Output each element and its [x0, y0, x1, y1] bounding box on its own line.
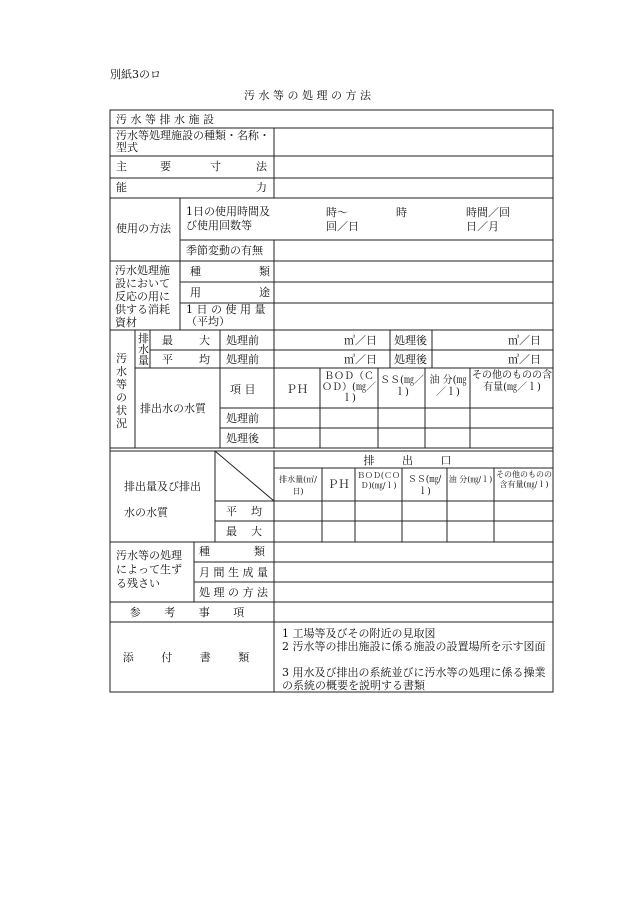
quality-label: 排出水の水質	[140, 402, 206, 415]
discharge-max-label: 最 大	[226, 525, 262, 538]
residue-method: 処 理 の 方 法	[199, 586, 268, 599]
form-number: 別紙3のロ	[110, 68, 161, 81]
residue-type: 種 類	[199, 545, 265, 558]
oil-header: 油 分(㎎／ｌ)	[429, 375, 467, 398]
quality-after-label: 処理後	[226, 432, 259, 445]
notes-label: 参 考 事 項	[129, 606, 255, 619]
avg-after-label: 処理後	[394, 353, 427, 366]
residue-label: 汚水等の処理によって生ずる残さい	[116, 549, 182, 590]
days-per-month: 日／月	[466, 220, 499, 233]
attachment-item-1: 1 工場等及びその附近の見取図	[282, 627, 436, 640]
avg-after-unit: ㎥／日	[508, 353, 541, 366]
discharge-oil-header: 油 分(㎎/ｌ)	[448, 475, 493, 484]
consumables-use: 用 途	[190, 286, 270, 299]
consumables-daily-amount: 1 日 の 使 用 量（平均）	[186, 303, 266, 328]
outlet-header: 排 出 口	[363, 454, 464, 467]
dimension-char-2: 要	[160, 160, 171, 173]
discharge-ss-header: ＳＳ(㎎/ｌ)	[407, 475, 442, 497]
discharge-label: 排出量及び排出水の水質	[124, 480, 201, 519]
avg-before-label: 処理前	[226, 353, 259, 366]
bod-header: ＢＯＤ（ＣＯＤ）(㎎／ｌ)	[322, 371, 376, 404]
drain-facility-label: 汚 水 等 排 水 施 設	[116, 113, 214, 126]
daily-usage-label: 1日の使用時間及び使用回数等	[186, 205, 270, 232]
ss-header: ＳＳ(㎎／ｌ)	[380, 375, 424, 398]
residue-monthly: 月 間 生 成 量	[199, 566, 268, 579]
other-header: その他のものの含有量(㎎／ｌ)	[472, 370, 552, 393]
dimension-char-4: 法	[256, 160, 267, 173]
dimension-char-3: 寸	[210, 160, 221, 173]
discharge-bod-header: ＢＯＤ(ＣＯＤ)(㎎/ｌ)	[356, 471, 401, 490]
discharge-other-header: その他のものの含有量(㎎/ｌ)	[496, 470, 552, 489]
item-label: 項 目	[230, 383, 256, 396]
quality-before-label: 処理前	[226, 412, 259, 425]
consumables-type: 種 類	[190, 265, 270, 278]
wastewater-status-label: 汚水等の状況	[116, 352, 127, 430]
usage-method-label: 使用の方法	[116, 222, 171, 235]
discharge-avg-label: 平 均	[226, 505, 262, 518]
attachments-label: 添 付 書 類	[122, 651, 262, 664]
times-per-day: 回／日	[326, 220, 359, 233]
avg-label: 平 均	[162, 353, 210, 366]
seasonal-label: 季節変動の有無	[186, 244, 263, 257]
discharge-ph-header: ＰＨ	[327, 478, 350, 491]
page-title: 汚 水 等 の 処 理 の 方 法	[244, 89, 371, 102]
discharge-volume-header: 排水量(㎥/日)	[279, 475, 317, 496]
consumables-label: 汚水処理施設において反応の用に供する消耗資材	[115, 264, 170, 329]
dimension-char-1: 主	[116, 160, 127, 173]
max-after-unit: ㎥／日	[508, 334, 541, 347]
max-before-label: 処理前	[226, 334, 259, 347]
max-label: 最 大	[162, 334, 210, 347]
avg-before-unit: ㎥／日	[344, 353, 377, 366]
attachment-item-2: 2 汚水等の排出施設に係る施設の設置場所を示す図面	[282, 640, 546, 653]
ph-header: ＰＨ	[286, 383, 308, 396]
hours-start: 時～	[326, 206, 348, 219]
hours-end: 時	[396, 206, 407, 219]
capacity-char-2: 力	[256, 181, 267, 194]
treatment-facility-label: 汚水等処理施設の種類・名称・型式	[116, 129, 270, 154]
capacity-char-1: 能	[116, 181, 127, 194]
attachment-item-3: 3 用水及び排出の系統並びに汚水等の処理に係る操業の系統の概要を説明する書類	[282, 666, 546, 692]
max-after-label: 処理後	[394, 334, 427, 347]
hours-per-time: 時間／回	[466, 206, 510, 219]
volume-label: 排水量	[138, 332, 149, 367]
max-before-unit: ㎥／日	[344, 334, 377, 347]
